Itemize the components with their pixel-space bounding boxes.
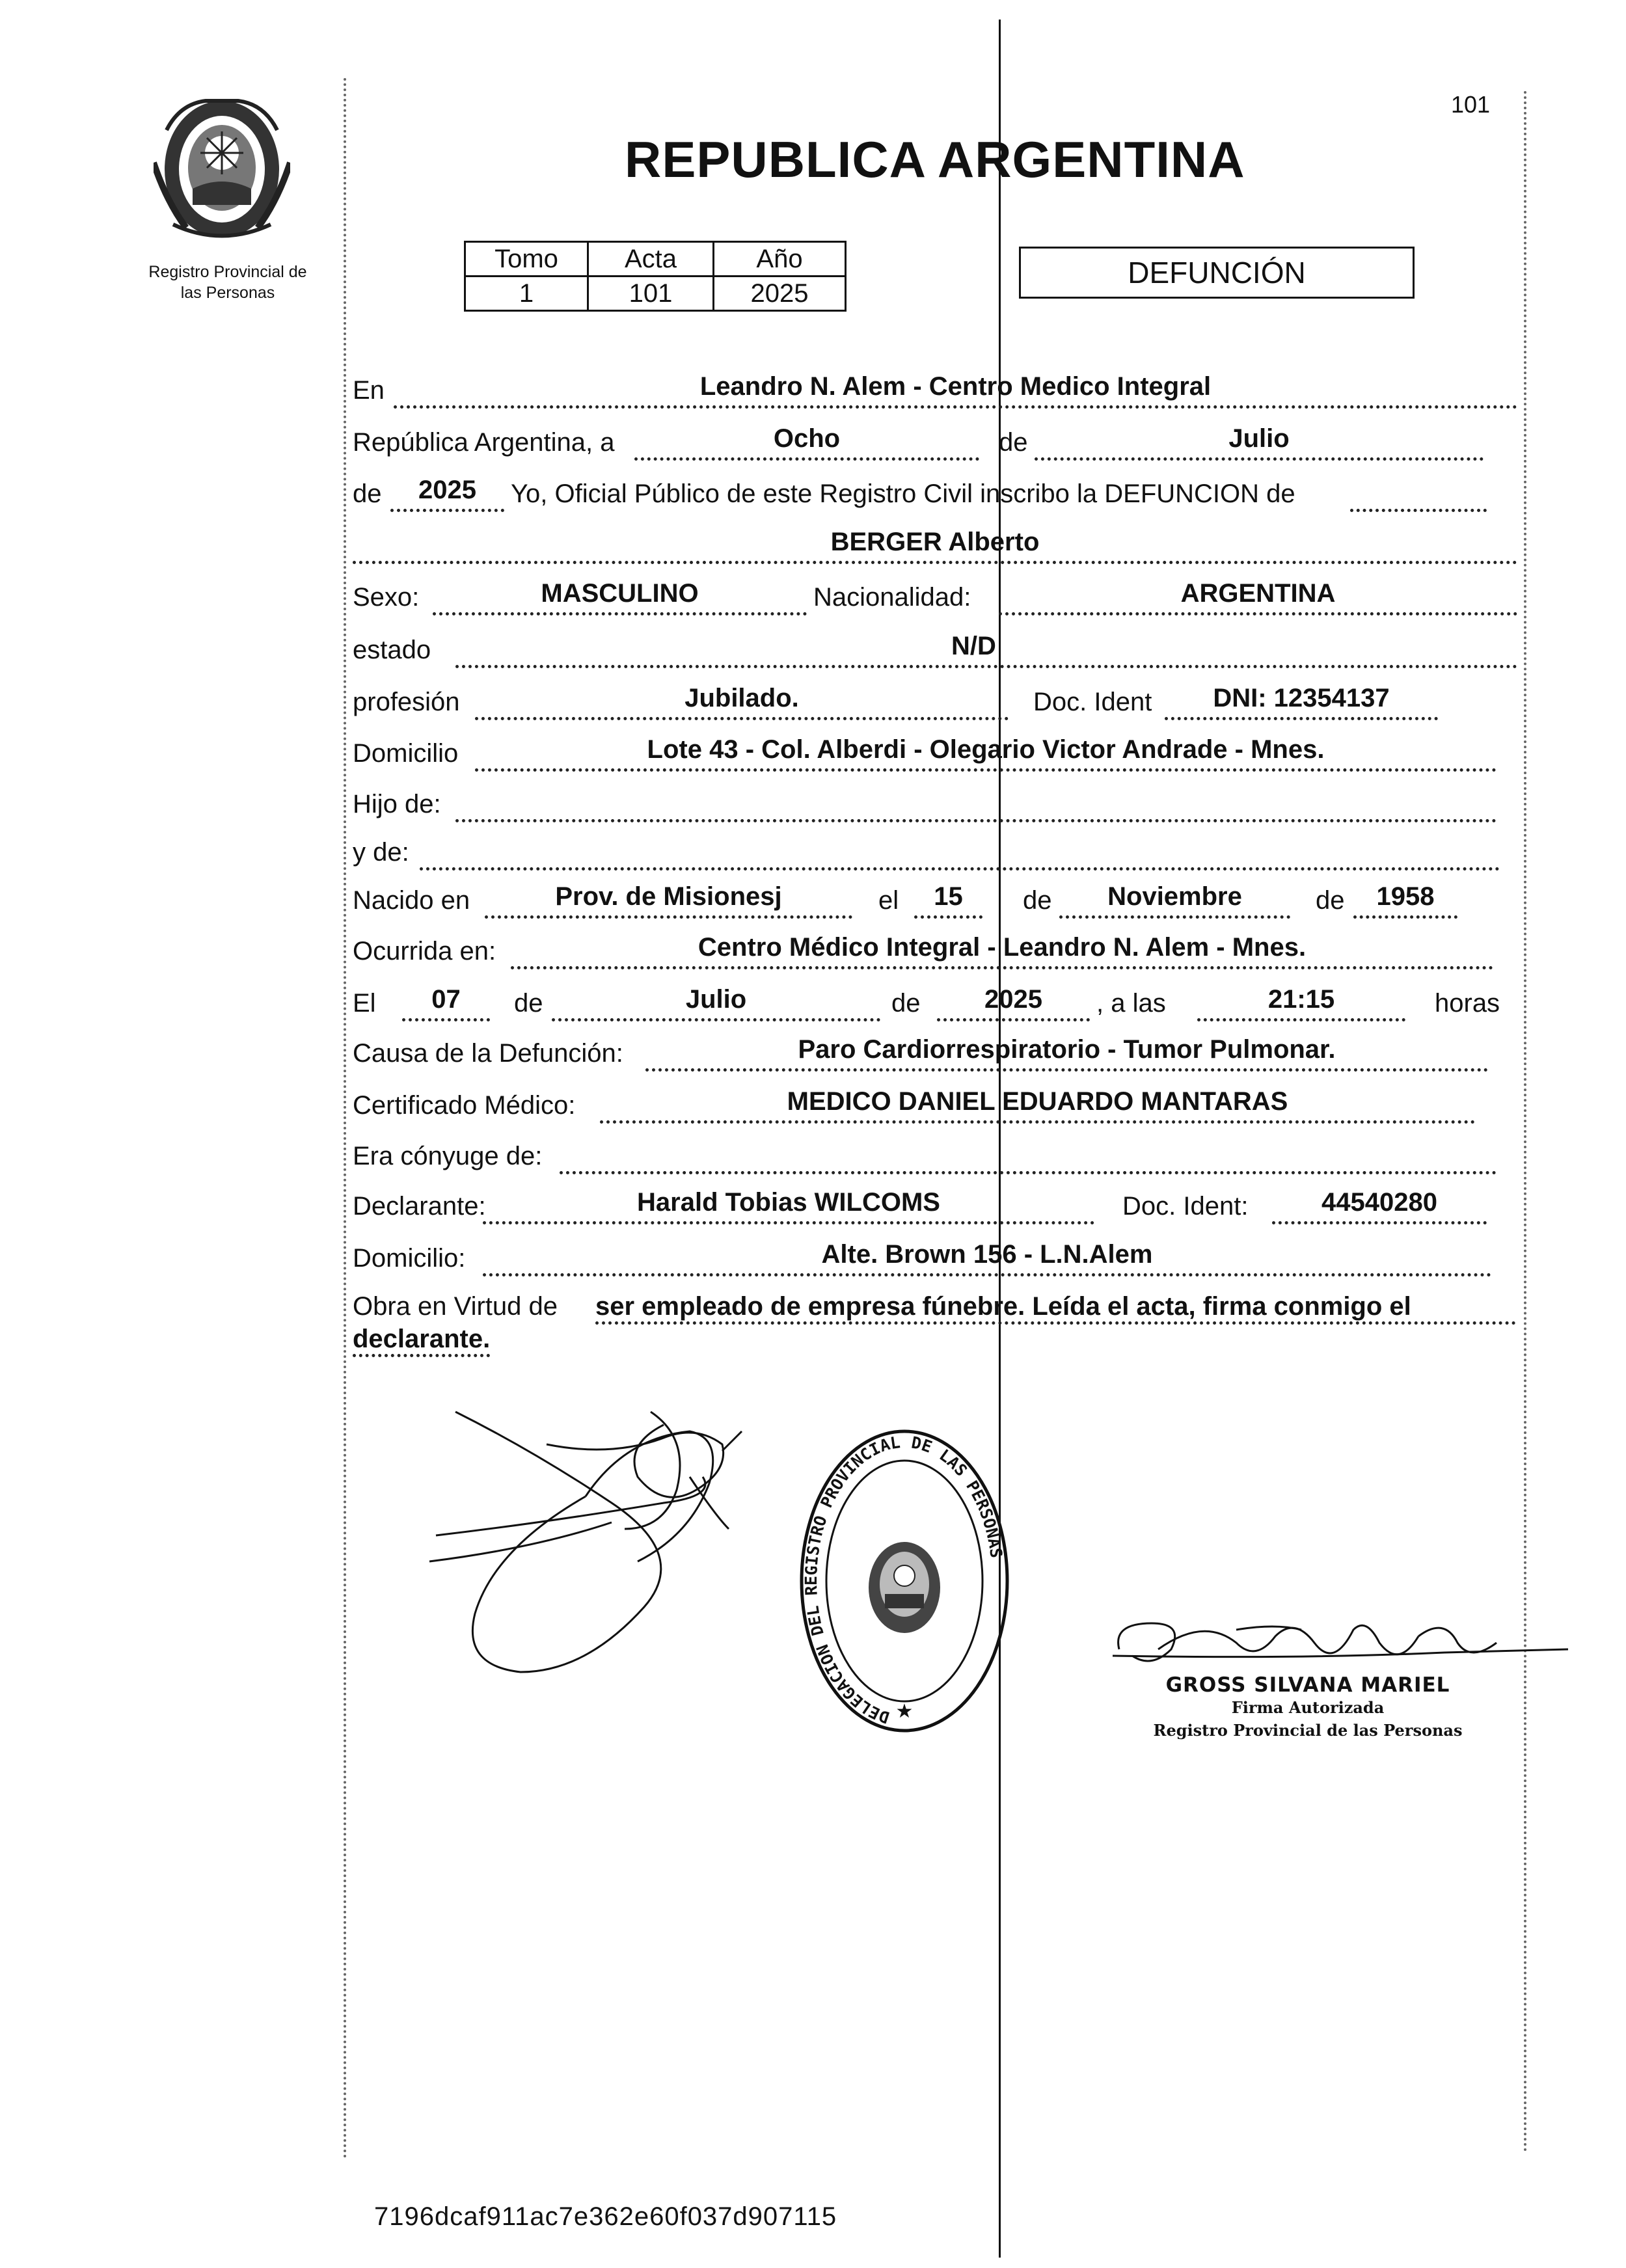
en-label: En (353, 376, 385, 405)
value-anio: 2025 (714, 277, 846, 311)
officer-text: Yo, Oficial Público de este Registro Civil inscribo la DEFUNCION de (511, 479, 1295, 508)
conyuge-field (560, 1148, 1497, 1174)
provincia-misiones-shield-logo (154, 91, 290, 254)
birth-de1-label: de (1023, 886, 1052, 915)
death-day: 07 (431, 985, 461, 1014)
authorized-signer-name: GROSS SILVANA MARIEL (1165, 1673, 1450, 1697)
el-label: el (878, 886, 899, 915)
stamp-ring-text: DELEGACION DEL REGISTRO PROVINCIAL DE LAS PERSONAS (802, 1432, 1007, 1727)
causa-value: Paro Cardiorrespiratorio - Tumor Pulmonar. (798, 1035, 1336, 1064)
decl-domicilio-label: Domicilio: (353, 1244, 466, 1273)
value-acta: 101 (588, 277, 714, 311)
doc-ident-value: DNI: 12354137 (1213, 684, 1390, 712)
record-type-box: DEFUNCIÓN (1019, 247, 1415, 299)
obra-value-line2: declarante. (353, 1325, 490, 1357)
death-de1-label: de (514, 989, 543, 1018)
header-tomo: Tomo (465, 242, 588, 277)
stamp-star-icon: ★ (895, 1701, 914, 1722)
profesion-value: Jubilado. (684, 684, 799, 712)
officer-trailing-field (1350, 486, 1487, 512)
ocurrida-label: Ocurrida en: (353, 937, 496, 965)
year-prefix-label: de (353, 479, 382, 508)
certificado-label: Certificado Médico: (353, 1091, 576, 1120)
a-las-label: , a las (1096, 989, 1166, 1018)
doc-ident-label: Doc. Ident (1033, 688, 1152, 716)
certificado-value: MEDICO DANIEL EDUARDO MANTARAS (787, 1087, 1288, 1116)
value-tomo: 1 (465, 277, 588, 311)
decl-doc-value: 44540280 (1321, 1188, 1437, 1217)
authorized-signer-role: Firma Autorizada (1231, 1698, 1385, 1717)
record-table (464, 241, 847, 312)
year-value: 2025 (418, 476, 476, 504)
registry-official-stamp (797, 1428, 1012, 1740)
el2-label: El (353, 989, 376, 1018)
nacionalidad-label: Nacionalidad: (813, 583, 971, 612)
profesion-label: profesión (353, 688, 460, 716)
horas-label: horas (1435, 989, 1500, 1018)
decl-doc-label: Doc. Ident: (1122, 1192, 1249, 1221)
ocurrida-value: Centro Médico Integral - Leandro N. Alem - Mnes. (698, 933, 1307, 962)
registry-name (124, 262, 332, 303)
authorized-signer-office: Registro Provincial de las Personas (1153, 1721, 1463, 1740)
registry-line-2: las Personas (180, 284, 275, 302)
death-de2-label: de (891, 989, 921, 1018)
header-acta: Acta (588, 242, 714, 277)
nacido-label: Nacido en (353, 886, 470, 915)
declarant-signature (416, 1399, 781, 1698)
birth-month: Noviembre (1107, 882, 1242, 911)
estado-value: N/D (951, 632, 996, 660)
y-de-field (420, 844, 1500, 871)
causa-label: Causa de la Defunción: (353, 1039, 623, 1068)
hijo-field (455, 796, 1497, 822)
obra-value-line1: ser empleado de empresa fúnebre. Leída el acta, firma conmigo el (595, 1292, 1516, 1325)
decl-domicilio-value: Alte. Brown 156 - L.N.Alem (821, 1240, 1153, 1269)
document-hash: 7196dcaf911ac7e362e60f037d907115 (374, 2202, 837, 2231)
authorized-signature (1106, 1610, 1581, 1675)
domicilio-label: Domicilio (353, 739, 459, 768)
month-word: Julio (1228, 424, 1290, 453)
left-margin-rule (344, 78, 346, 2160)
right-margin-rule (1524, 91, 1526, 2153)
en-value: Leandro N. Alem - Centro Medico Integral (699, 372, 1212, 401)
nacido-value: Prov. de Misionesj (555, 882, 782, 911)
obra-label: Obra en Virtud de (353, 1292, 558, 1321)
declarante-label: Declarante: (353, 1192, 486, 1221)
birth-year: 1958 (1376, 882, 1435, 911)
registry-line-1: Registro Provincial de (148, 263, 307, 281)
sexo-label: Sexo: (353, 583, 420, 612)
nacionalidad-value: ARGENTINA (1180, 579, 1336, 608)
birth-day: 15 (934, 882, 963, 911)
page-number: 101 (1451, 91, 1491, 118)
estado-label: estado (353, 636, 431, 664)
hijo-label: Hijo de: (353, 790, 441, 818)
republica-label: República Argentina, a (353, 428, 615, 457)
death-month: Julio (685, 985, 747, 1014)
month-de-label: de (999, 428, 1028, 457)
day-word: Ocho (773, 424, 841, 453)
death-time: 21:15 (1267, 985, 1335, 1014)
document-title: REPUBLICA ARGENTINA (625, 131, 1245, 188)
declarante-value: Harald Tobias WILCOMS (637, 1188, 940, 1217)
domicilio-value: Lote 43 - Col. Alberdi - Olegario Victor Andrade - Mnes. (647, 735, 1325, 764)
fold-line (999, 20, 1001, 2258)
birth-de2-label: de (1316, 886, 1345, 915)
header-anio: Año (714, 242, 846, 277)
deceased-name: BERGER Alberto (830, 528, 1040, 556)
y-de-label: y de: (353, 838, 409, 867)
sexo-value: MASCULINO (541, 579, 699, 608)
conyuge-label: Era cónyuge de: (353, 1142, 543, 1170)
death-year: 2025 (984, 985, 1042, 1014)
